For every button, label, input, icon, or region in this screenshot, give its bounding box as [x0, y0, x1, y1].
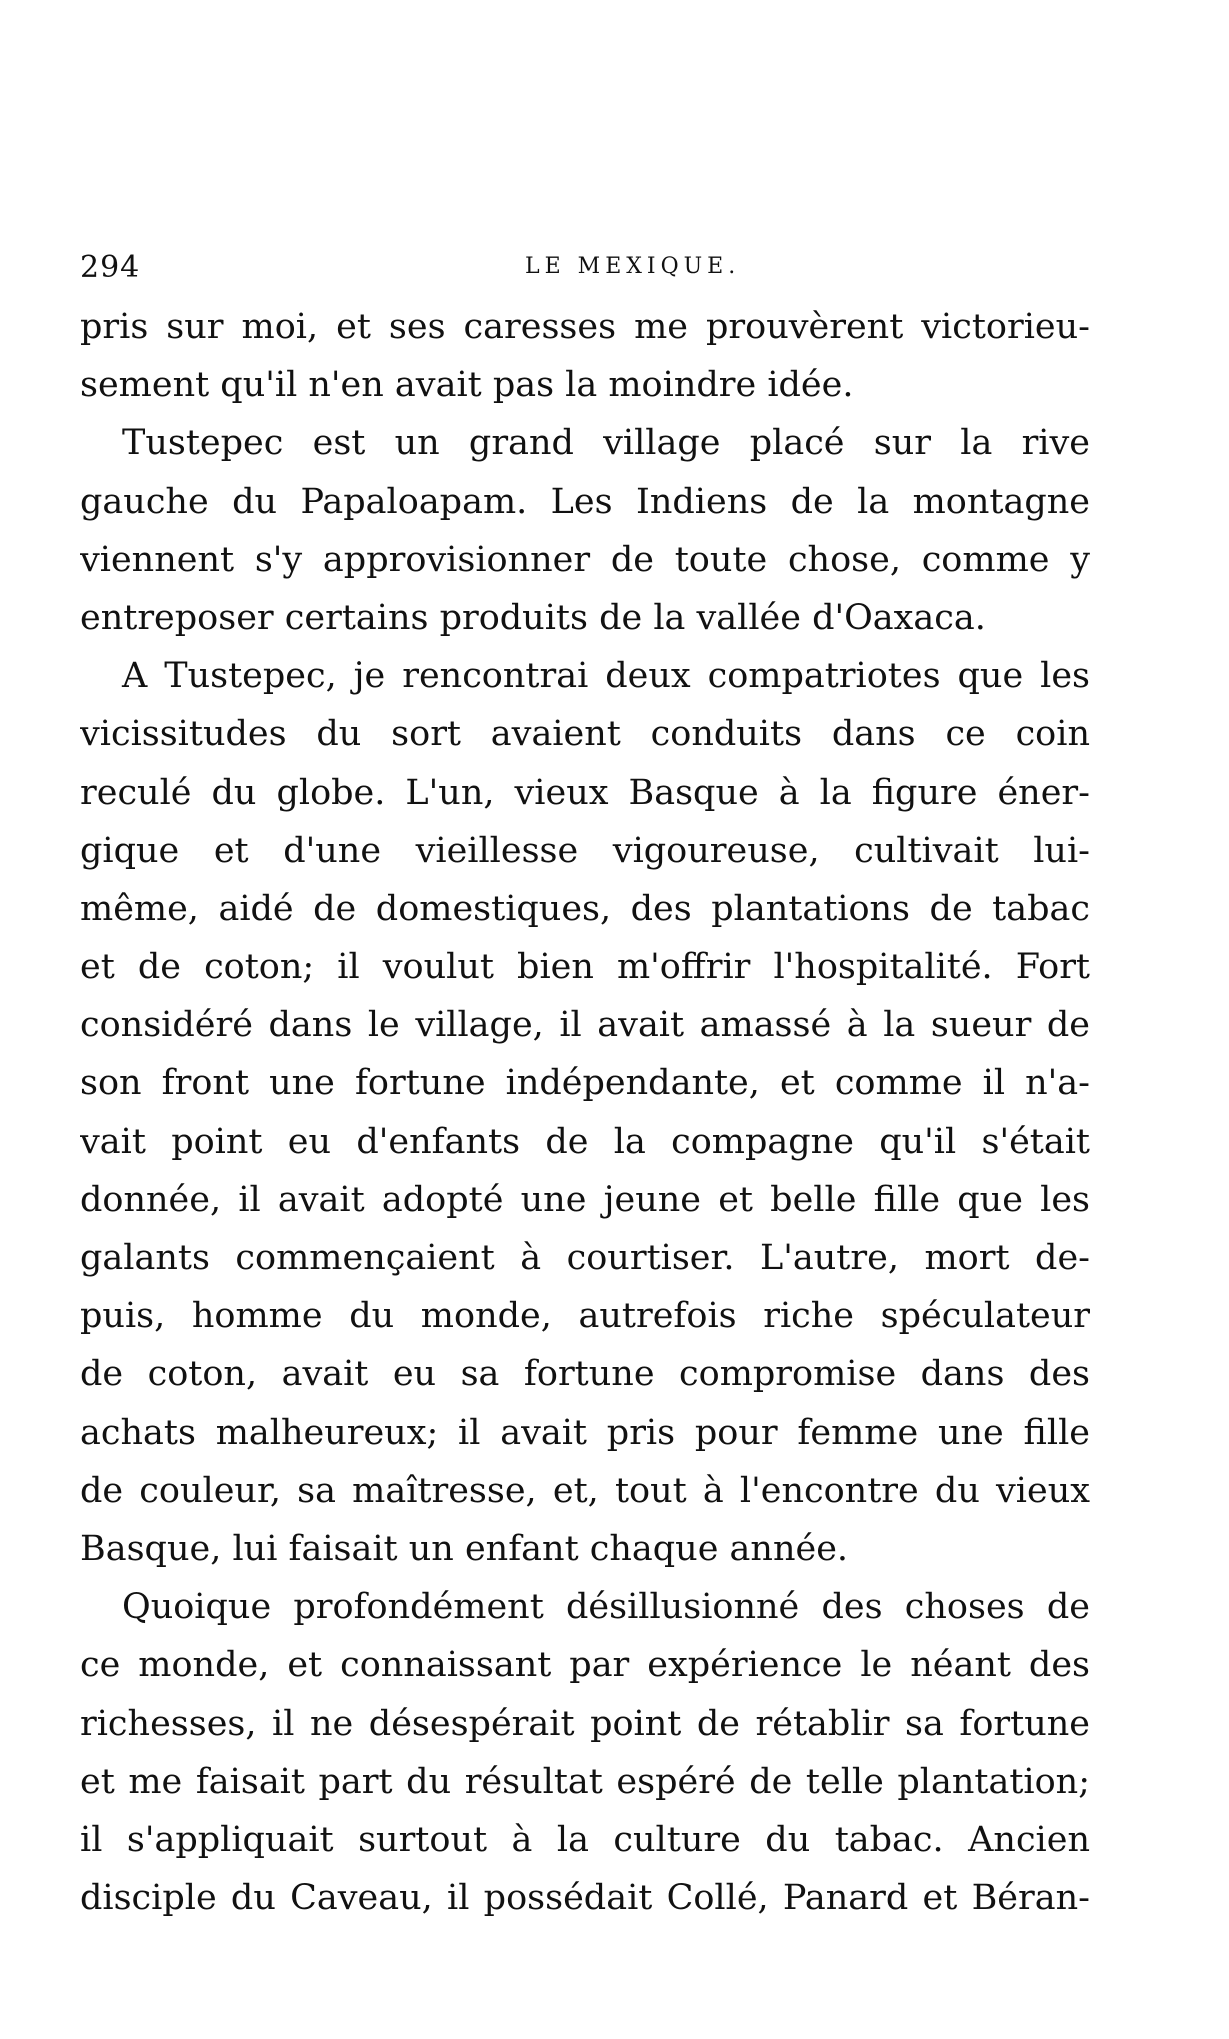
running-title: LE MEXIQUE.: [525, 254, 741, 279]
text-line: pris sur moi, et ses caresses me prouvèrent victorieu-: [80, 307, 1090, 347]
text-line: puis, homme du monde, autrefois riche spéculateur: [80, 1296, 1090, 1337]
text-line: entreposer certains produits de la vallée d'Oaxaca.: [80, 597, 986, 638]
text-line: gauche du Papaloapam. Les Indiens de la montagne: [80, 481, 1090, 522]
text-line: gique et d'une vieillesse vigoureuse, cultivait lui-: [80, 830, 1090, 871]
text-line: et me faisait part du résultat espéré de telle plantation;: [80, 1761, 1090, 1802]
text-line: et de coton; il voulut bien m'offrir l'hospitalité. Fort: [80, 947, 1090, 988]
body-text: [80, 298, 1090, 1927]
text-line: même, aidé de domestiques, des plantations de tabac: [80, 888, 1090, 929]
text-line: disciple du Caveau, il possédait Collé, Panard et Béran-: [80, 1878, 1090, 1919]
text-line: considéré dans le village, il avait amassé à la sueur de: [80, 1005, 1090, 1046]
text-line: vait point eu d'enfants de la compagne qu'il s'était: [80, 1121, 1090, 1162]
text-line: ce monde, et connaissant par expérience le néant des: [80, 1645, 1090, 1686]
text-line: il s'appliquait surtout à la culture du tabac. Ancien: [80, 1819, 1090, 1860]
text-line: sement qu'il n'en avait pas la moindre idée.: [80, 365, 854, 406]
running-head: [80, 250, 1090, 290]
text-line: vicissitudes du sort avaient conduits dans ce coin: [80, 714, 1090, 755]
text-line: richesses, il ne désespérait point de rétablir sa fortune: [80, 1703, 1090, 1744]
text-line: viennent s'y approvisionner de toute chose, comme y: [80, 539, 1090, 580]
text-line: achats malheureux; il avait pris pour femme une fille: [80, 1412, 1090, 1453]
text-line: donnée, il avait adopté une jeune et belle fille que les: [80, 1179, 1090, 1220]
text-line: galants commençaient à courtiser. L'autre, mort de-: [80, 1238, 1090, 1278]
page-number: 294: [80, 250, 141, 285]
paragraph-start-line: Tustepec est un grand village placé sur la rive: [122, 423, 1090, 464]
paragraph-start-line: Quoique profondément désillusionné des choses de: [122, 1587, 1090, 1628]
text-line: reculé du globe. L'un, vieux Basque à la figure éner-: [80, 772, 1090, 813]
text-line: de couleur, sa maîtresse, et, tout à l'encontre du vieux: [80, 1470, 1090, 1511]
text-line: de coton, avait eu sa fortune compromise dans des: [80, 1354, 1090, 1395]
text-line: Basque, lui faisait un enfant chaque année.: [80, 1528, 849, 1569]
text-line: son front une fortune indépendante, et comme il n'a-: [80, 1063, 1090, 1104]
paragraph-start-line: A Tustepec, je rencontrai deux compatriotes que les: [122, 656, 1090, 697]
